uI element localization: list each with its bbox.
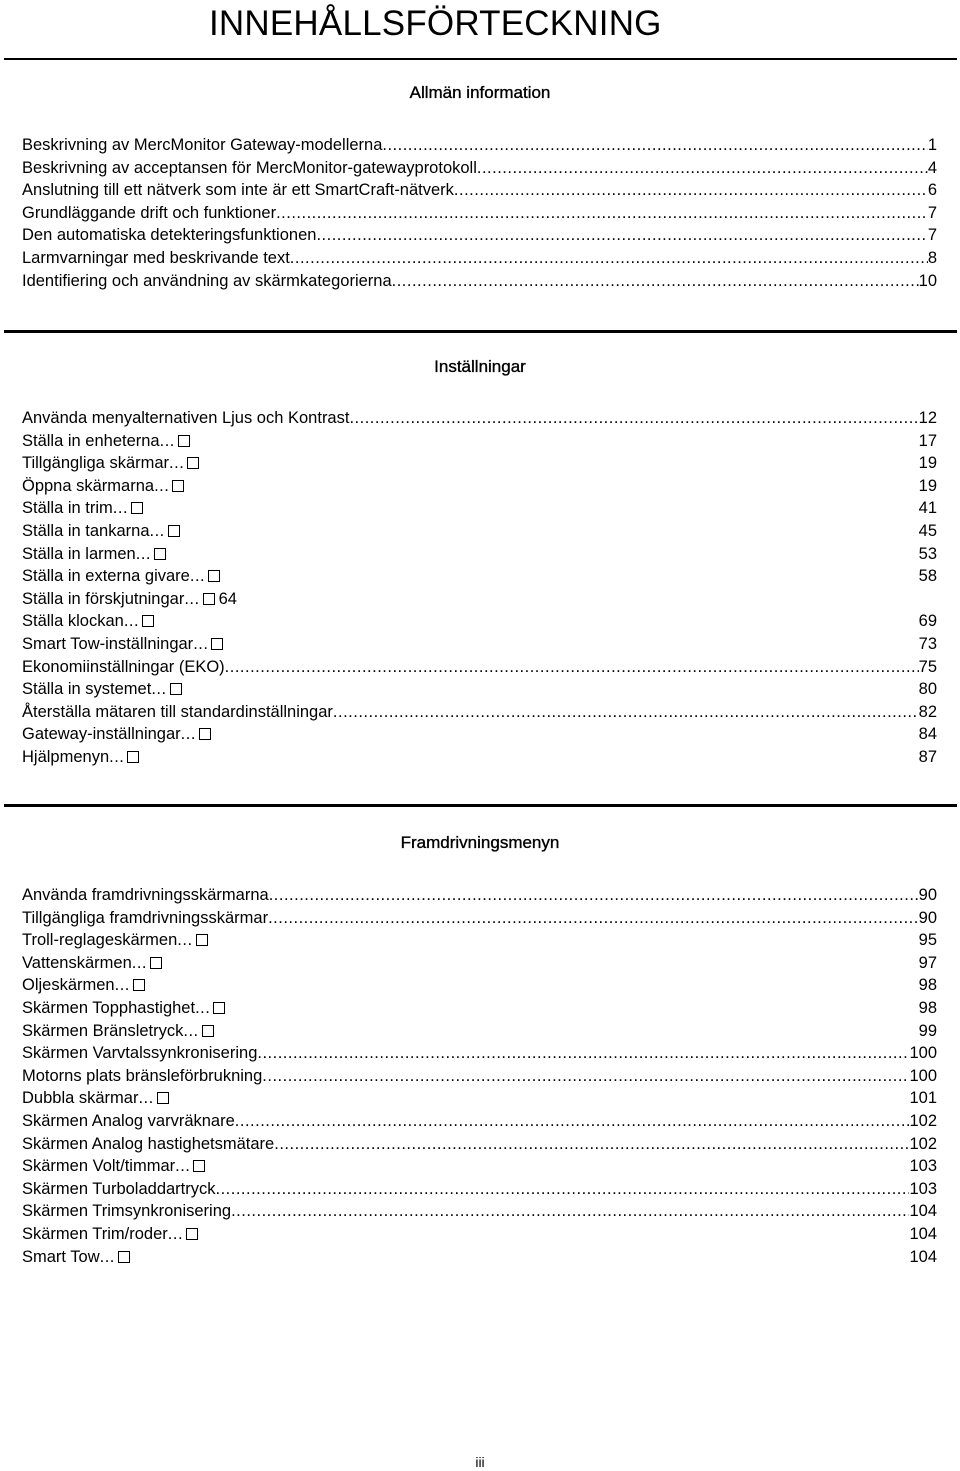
toc-entry[interactable] (22, 565, 937, 588)
toc-entry[interactable] (22, 678, 937, 701)
toc-entry-title: Dubbla skärmar (22, 1089, 139, 1108)
toc-page-number: 10 (918, 271, 937, 290)
missing-glyph-box-icon (157, 1092, 169, 1104)
toc-entry[interactable] (22, 929, 937, 952)
toc-entry[interactable] (22, 1110, 937, 1133)
toc-entry[interactable] (22, 452, 937, 475)
toc-list (22, 884, 937, 1268)
dot-leader: ... (135, 544, 151, 563)
missing-glyph-box-icon (154, 548, 166, 560)
dot-leader: ... (180, 725, 196, 744)
toc-entry[interactable] (22, 1065, 937, 1088)
section-heading: Allmän information (409, 83, 551, 102)
dot-leader (225, 656, 919, 679)
divider (4, 58, 957, 60)
toc-page-number: 69 (918, 612, 937, 631)
toc-page-number: 8 (927, 248, 937, 267)
dot-leader: ... (195, 998, 211, 1017)
divider (4, 330, 957, 333)
toc-entry-title: Identifiering och användning av skärmkategorierna (22, 271, 392, 290)
toc-page-number: 41 (918, 499, 937, 518)
dot-leader (257, 1042, 909, 1065)
toc-page-number: 101 (909, 1089, 937, 1108)
toc-entry[interactable] (22, 1133, 937, 1156)
toc-page-number: 102 (909, 1111, 937, 1130)
toc-page-number: 99 (918, 1021, 937, 1040)
toc-page-number: 1 (927, 136, 937, 154)
toc-entry-title: Beskrivning av acceptansen för MercMonitor-gatewayprotokoll (22, 158, 477, 177)
toc-entry[interactable] (22, 997, 937, 1020)
toc-page-number: 12 (918, 409, 937, 427)
dot-leader: ... (193, 634, 209, 653)
toc-page-number: 7 (927, 226, 937, 245)
toc-entry[interactable] (22, 588, 937, 611)
missing-glyph-box-icon (211, 638, 223, 650)
toc-entry[interactable] (22, 179, 937, 202)
toc-entry[interactable] (22, 723, 937, 746)
missing-glyph-box-icon (170, 683, 182, 695)
toc-page-number: 104 (909, 1224, 937, 1243)
toc-entry-title: Beskrivning av MercMonitor Gateway-modellerna (22, 136, 383, 154)
toc-entry-title: Skärmen Analog hastighetsmätare (22, 1134, 275, 1153)
toc-entry-title: Skärmen Turboladdartryck (22, 1179, 216, 1198)
dot-leader: ... (112, 499, 129, 518)
dot-leader: ... (149, 521, 165, 540)
toc-entry-title: Tillgängliga framdrivningsskärmar (22, 908, 269, 927)
toc-entry-title: Troll-reglageskärmen (22, 931, 178, 950)
dot-leader: ... (151, 680, 167, 699)
toc-entry[interactable] (22, 497, 937, 520)
toc-entry-title: Ställa in larmen (22, 544, 136, 563)
dot-leader (316, 224, 927, 247)
missing-glyph-box-icon (213, 1002, 225, 1014)
missing-glyph-box-icon (208, 570, 220, 582)
missing-glyph-box-icon (193, 1160, 205, 1172)
missing-glyph-box-icon (196, 934, 208, 946)
toc-entry[interactable] (22, 1155, 937, 1178)
toc-list (22, 134, 937, 292)
toc-page-number: 6 (927, 181, 937, 200)
toc-entry[interactable] (22, 157, 937, 180)
toc-entry[interactable] (22, 952, 937, 975)
toc-entry-title: Smart Tow (22, 1247, 100, 1266)
toc-page-number: 102 (909, 1134, 937, 1153)
toc-entry-title: Skärmen Volt/timmar (22, 1157, 176, 1176)
toc-entry[interactable] (22, 884, 937, 907)
toc-page-number: 53 (918, 544, 937, 563)
toc-entry[interactable] (22, 746, 937, 769)
toc-entry-title: Oljeskärmen (22, 976, 115, 995)
dot-leader: ... (123, 612, 140, 631)
dot-leader: ... (114, 976, 130, 995)
toc-entry-title: Skärmen Varvtalssynkronisering (22, 1044, 258, 1063)
toc-entry-title: Använda framdrivningsskärmarna (22, 886, 269, 904)
dot-leader: ... (177, 931, 193, 950)
dot-leader: ... (109, 747, 125, 766)
toc-entry-title: Anslutning till ett nätverk som inte är ett SmartCraft-nätverk (22, 181, 454, 200)
dot-leader: ... (184, 589, 200, 608)
toc-entry-title: Skärmen Trimsynkronisering (22, 1202, 232, 1221)
dot-leader: ... (131, 953, 148, 972)
dot-leader (235, 1110, 910, 1133)
toc-entry-title: Larmvarningar med beskrivande text (22, 248, 290, 267)
toc-entry[interactable] (22, 543, 937, 566)
toc-entry-title: Tillgängliga skärmar (22, 454, 170, 473)
toc-entry[interactable] (22, 1178, 937, 1201)
missing-glyph-box-icon (133, 979, 145, 991)
missing-glyph-box-icon (199, 728, 211, 740)
section-heading: Inställningar (434, 357, 526, 376)
toc-entry-title: Använda menyalternativen Ljus och Kontrast (22, 409, 350, 427)
toc-entry[interactable] (22, 974, 937, 997)
toc-entry[interactable] (22, 270, 937, 293)
divider (4, 804, 957, 807)
dot-leader: ... (167, 1224, 184, 1243)
toc-page-number: 87 (918, 747, 937, 766)
toc-entry-title: Vattenskärmen (22, 953, 132, 972)
toc-entry[interactable] (22, 1042, 937, 1065)
toc-entry[interactable] (22, 224, 937, 247)
toc-entry-title: Skärmen Bränsletryck (22, 1021, 184, 1040)
dot-leader (454, 179, 928, 202)
toc-entry-title: Hjälpmenyn (22, 747, 110, 766)
toc-entry-title: Återställa mätaren till standardinställningar (22, 702, 333, 721)
dot-leader (231, 1200, 909, 1223)
toc-page-number: 104 (909, 1247, 937, 1266)
toc-page-number: 98 (918, 976, 937, 995)
toc-entry[interactable] (22, 202, 937, 225)
toc-entry[interactable] (22, 701, 937, 724)
toc-entry[interactable] (22, 907, 937, 930)
toc-page-number: 98 (918, 998, 937, 1017)
dot-leader (274, 1133, 909, 1156)
toc-page-number: 82 (918, 702, 937, 721)
missing-glyph-box-icon (172, 480, 184, 492)
toc-entry-title: Motorns plats bränsleförbrukning (22, 1066, 263, 1085)
dot-leader: ... (138, 1089, 154, 1108)
missing-glyph-box-icon (168, 525, 180, 537)
toc-entry[interactable] (22, 407, 937, 430)
toc-page-number: 45 (918, 521, 937, 540)
toc-entry-title: Ekonomiinställningar (EKO) (22, 657, 225, 676)
toc-entry-title: Ställa in förskjutningar (22, 589, 185, 608)
section-heading: Framdrivningsmenyn (400, 833, 560, 852)
toc-page-number: 97 (918, 953, 937, 972)
toc-entry[interactable] (22, 1020, 937, 1043)
toc-entry-title: Skärmen Analog varvräknare (22, 1111, 235, 1130)
toc-page-number: 100 (909, 1066, 937, 1085)
toc-list (22, 407, 937, 769)
toc-page-number: 90 (918, 886, 937, 904)
dot-leader (216, 1178, 910, 1201)
toc-page-number: 73 (918, 634, 937, 653)
missing-glyph-box-icon (118, 1251, 130, 1263)
missing-glyph-box-icon (187, 457, 199, 469)
toc-page-number: 103 (909, 1157, 937, 1176)
toc-entry-title: Gateway-inställningar (22, 725, 181, 744)
dot-leader: ... (189, 567, 206, 586)
toc-entry-title: Ställa in tankarna (22, 521, 150, 540)
toc-entry[interactable] (22, 134, 937, 157)
dot-leader (333, 701, 919, 724)
toc-page-number: 95 (918, 931, 937, 950)
dot-leader (382, 134, 927, 157)
toc-page-number: 104 (909, 1202, 937, 1221)
missing-glyph-box-icon (131, 502, 143, 514)
toc-entry-title: Ställa in enheterna (22, 431, 160, 450)
toc-entry-title: Ställa in externa givare (22, 567, 190, 586)
toc-entry[interactable] (22, 475, 937, 498)
missing-glyph-box-icon (202, 1025, 214, 1037)
missing-glyph-box-icon (127, 751, 139, 763)
toc-entry-title: Ställa in systemet (22, 680, 152, 699)
toc-entry-title: Öppna skärmarna (22, 476, 155, 495)
toc-entry[interactable] (22, 1246, 937, 1269)
missing-glyph-box-icon (142, 615, 154, 627)
toc-page-number: 103 (909, 1179, 937, 1198)
dot-leader (349, 407, 918, 430)
toc-entry[interactable] (22, 610, 937, 633)
dot-leader: ... (154, 476, 170, 495)
dot-leader (276, 202, 928, 225)
toc-entry[interactable] (22, 1087, 937, 1110)
dot-leader: ... (183, 1021, 199, 1040)
toc-entry[interactable] (22, 633, 937, 656)
page-title: INNEHÅLLSFÖRTECKNING (209, 4, 662, 43)
toc-page-number: 90 (918, 908, 937, 927)
toc-entry-title: Grundläggande drift och funktioner (22, 203, 277, 222)
toc-page-number: 80 (918, 680, 937, 699)
dot-leader (290, 247, 928, 270)
dot-leader (477, 157, 928, 180)
toc-entry[interactable] (22, 656, 937, 679)
dot-leader (392, 270, 919, 293)
toc-page-number: 75 (918, 657, 937, 676)
toc-entry-title: Skärmen Topphastighet (22, 998, 196, 1017)
missing-glyph-box-icon (178, 435, 190, 447)
dot-leader: ... (99, 1247, 115, 1266)
toc-entry[interactable] (22, 430, 937, 453)
dot-leader (262, 1065, 909, 1088)
toc-page-number: 64 (218, 589, 237, 608)
toc-page-number: 7 (927, 203, 937, 222)
dot-leader (268, 907, 919, 930)
toc-entry[interactable] (22, 1223, 937, 1246)
dot-leader (269, 884, 919, 907)
toc-entry-title: Ställa in trim (22, 499, 113, 518)
toc-page-number: 19 (918, 476, 937, 495)
toc-entry[interactable] (22, 247, 937, 270)
toc-entry-title: Ställa klockan (22, 612, 124, 631)
toc-page-number: 100 (909, 1044, 937, 1063)
toc-page-number: 58 (918, 567, 937, 586)
toc-entry-title: Smart Tow-inställningar (22, 634, 194, 653)
dot-leader: ... (175, 1157, 191, 1176)
missing-glyph-box-icon (203, 593, 215, 605)
dot-leader: ... (159, 431, 175, 450)
toc-entry[interactable] (22, 1200, 937, 1223)
toc-page-number: 19 (918, 454, 937, 473)
page-number: iii (475, 1454, 485, 1470)
dot-leader: ... (169, 454, 185, 473)
toc-page-number: 84 (918, 725, 937, 744)
toc-entry[interactable] (22, 520, 937, 543)
toc-entry-title: Skärmen Trim/roder (22, 1224, 168, 1243)
missing-glyph-box-icon (150, 957, 162, 969)
toc-entry-title: Den automatiska detekteringsfunktionen (22, 226, 317, 245)
toc-page-number: 17 (918, 431, 937, 450)
missing-glyph-box-icon (186, 1228, 198, 1240)
toc-page-number: 4 (927, 158, 937, 177)
